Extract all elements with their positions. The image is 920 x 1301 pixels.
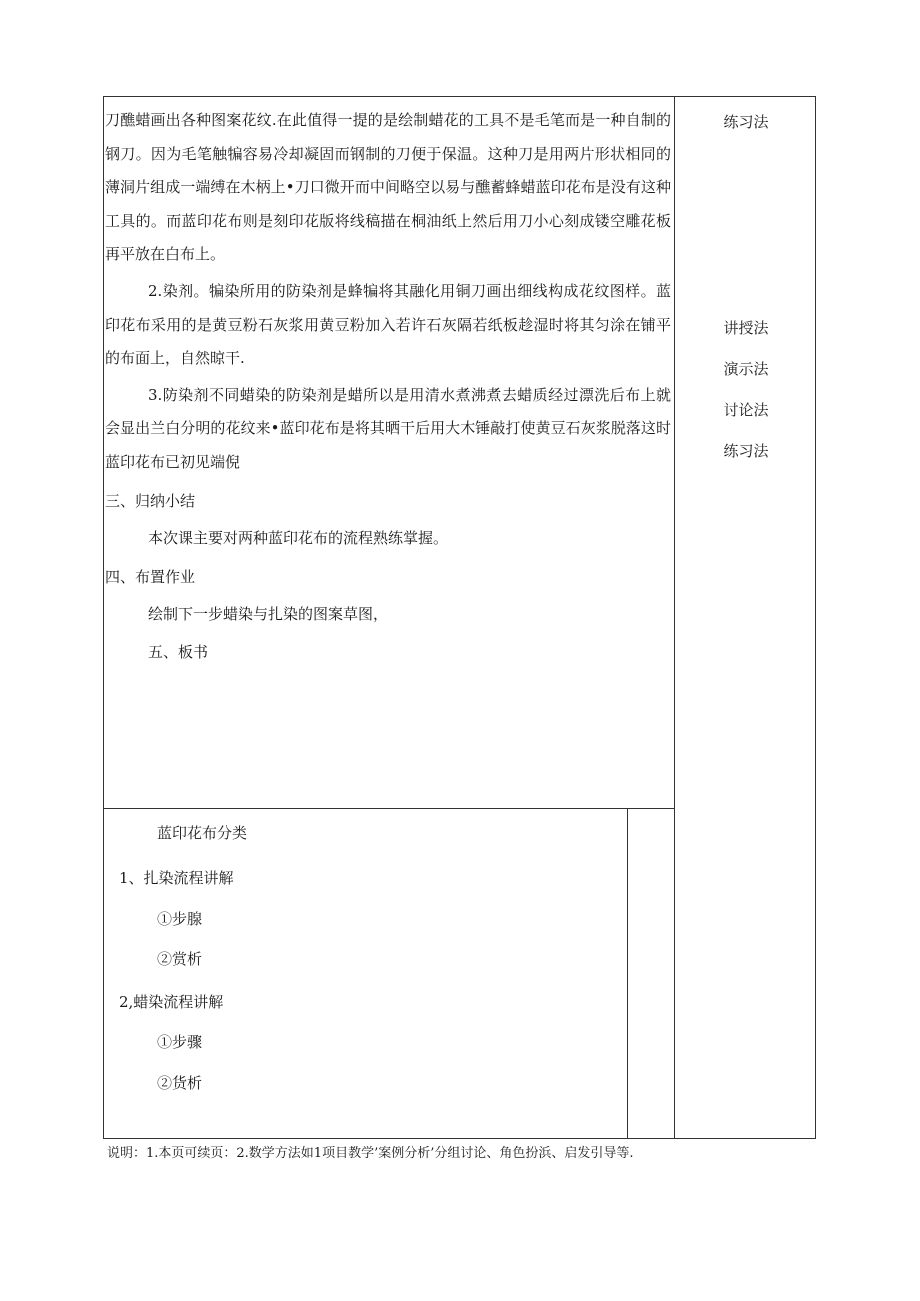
heading-summary: 三、归纳小结: [105, 491, 196, 510]
paragraph-tools: 刀醮蜡画出各种图案花纹.在此值得一提的是绘制蜡花的工具不是毛笔而是一种自制的钢刀。因为毛笔触犏容易冷却凝固而钢制的刀便于保温。这种刀是用两片形状相同的薄洞片组成一端缚在木柄上•刀口微开而中间略空以易与醮蓄蜂蜡蓝印花布是没有这种工具的。而蓝印花布则是刻印花版将线稿描在桐油纸上然后用刀小心刻成镂空雕花板再平放在白布上。: [105, 111, 671, 264]
homework-text: 绘制下一步蜡染与扎染的图案草图，: [148, 605, 389, 624]
paragraph-dye-agent: 2.染剂。犏染所用的防染剂是蜂犏将其融化用铜刀画出细线构成花纹图样。蓝印花布采用的是黄豆粉石灰浆用黄豆粉加入若许石灰隔若纸板趁湿时将其匀涂在铺平的布面上，自然晾干.: [105, 281, 671, 368]
method-discussion: 讨论法: [723, 401, 769, 419]
heading-board: 五、板书: [148, 642, 209, 661]
board-item-tie-dye: 1、扎染流程讲解: [119, 869, 234, 887]
footnote: 说明：1.本页可续页：2.数学方法如1项目教学’案例分析’分组讨论、角色扮浜、启发引导等.: [107, 1146, 634, 1161]
board-title: 蓝印花布分类: [157, 824, 248, 842]
board-section-divider: [103, 808, 675, 809]
method-practice-1: 练习法: [723, 113, 769, 131]
method-lecture: 讲授法: [723, 319, 769, 337]
heading-homework: 四、布置作业: [105, 567, 196, 586]
board-item-tie-dye-steps: ①步腺: [157, 910, 203, 928]
board-column-divider: [627, 808, 628, 1139]
method-demonstration: 演示法: [723, 360, 769, 378]
board-item-wax-dye-steps: ①步骤: [157, 1033, 203, 1051]
method-practice-2: 练习法: [723, 442, 769, 460]
board-item-tie-dye-appreciation: ②赏析: [157, 950, 203, 968]
column-divider: [674, 96, 675, 1139]
lesson-content: [105, 104, 671, 670]
paragraph-resist-agent: 3.防染剂不同蜡染的防染剂是蜡所以是用清水煮沸煮去蜡质经过漂洗后布上就会显出兰白分明的花纹来•蓝印花布是将其晒干后用大木锤敲打使黄豆石灰浆脱落这时蓝印花布已初见端倪: [105, 385, 671, 471]
summary-text: 本次课主要对两种蓝印花布的流程熟练掌握。: [148, 529, 449, 548]
board-item-wax-dye-appreciation: ②货析: [157, 1074, 203, 1092]
board-item-wax-dye: 2,蜡染流程讲解: [119, 993, 224, 1011]
